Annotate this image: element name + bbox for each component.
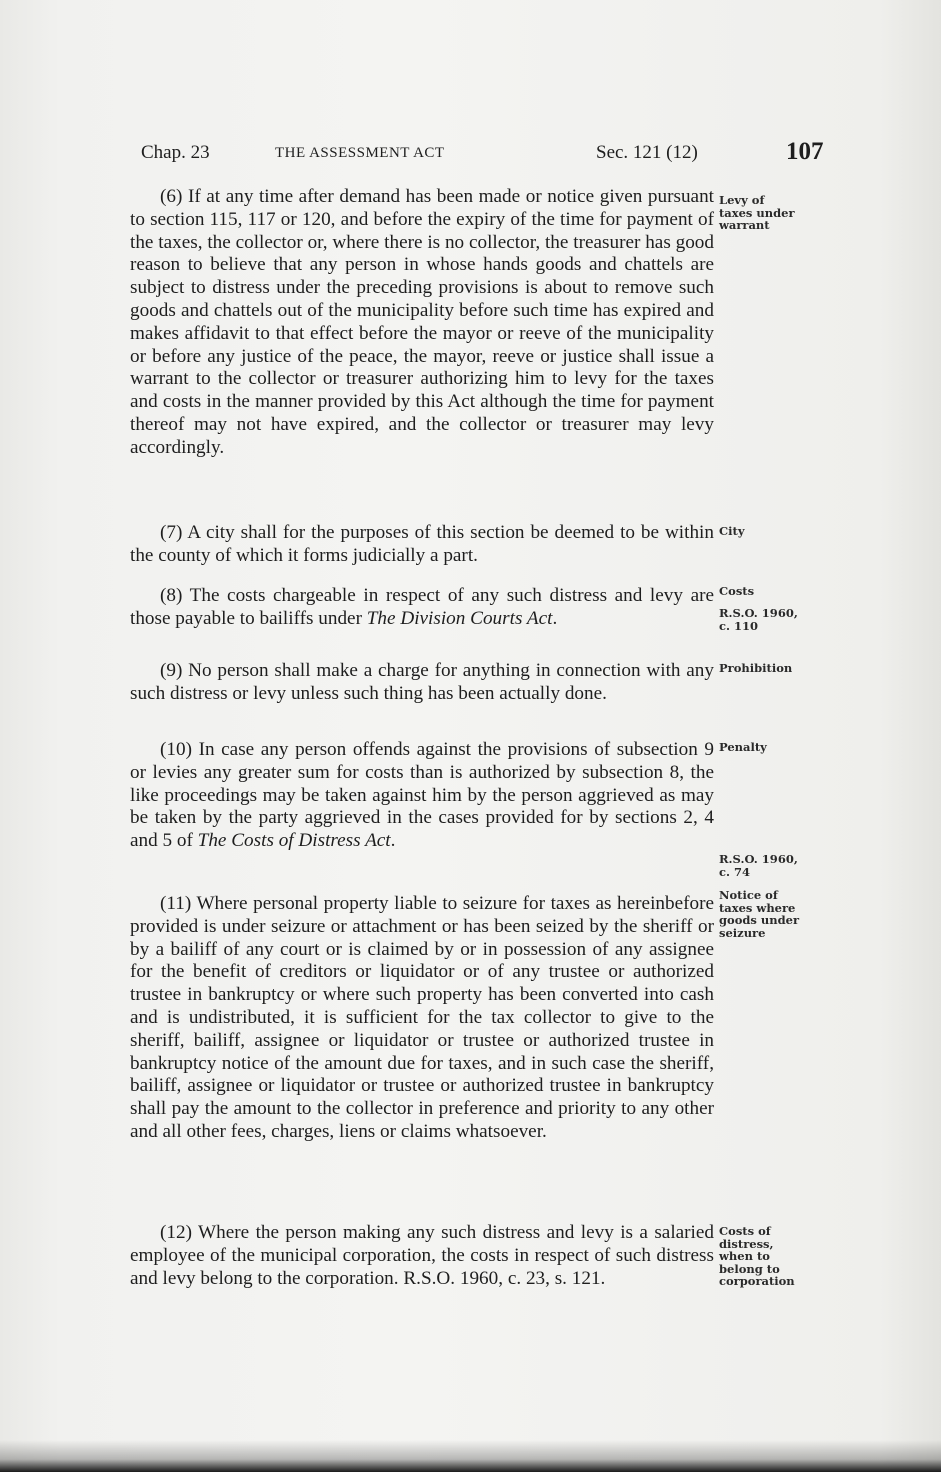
paragraph-9: (9) No person shall make a charge for anything in connection with any such distress or levy unless such thing has been actually done. [130,660,714,704]
margin-note-city: City [719,524,745,538]
act-title: THE ASSESSMENT ACT [275,145,445,161]
margin-note-penalty: Penalty [719,740,767,754]
paragraph-8-end: . [552,607,558,629]
margin-note-rso-110: R.S.O. 1960, c. 110 [719,606,798,633]
chapter-label: Chap. 23 [141,142,210,163]
paragraph-8-act-name: The Division Courts Act [366,607,553,629]
paragraph-11: (11) Where personal property liable to seizure for taxes as hereinbefore provided is under seizure or attachment or has been seized by the sheriff or by a bailiff of any court or is claimed by or in possession of any assignee for the benefit of creditors or liquidator or of any trustee or authorized trustee in bankruptcy or where such property has been converted into cash and is undistributed, it is sufficient for the tax collector to give to the sheriff, bailiff, assignee or liquidator or trustee or authorized trustee in bankruptcy notice of the amount due for taxes, and in such case the sheriff, bailiff, assignee or liquidator or trustee or authorized trustee in bankruptcy shall pay the amount to the collector in preference and priority to any other and all other fees, charges, liens or claims whatsoever. [130,893,714,1142]
paragraph-10-text: (10) In case any person offends against the provisions of subsection 9 or levies any greater sum for costs than is authorized by subsection 8, the like proceedings may be taken against him by the person aggrieved as may be taken by the party aggrieved in the cases provided for by sections 2, 4 and 5 of [130,739,714,852]
margin-note-levy: Levy of taxes under warrant [719,193,795,232]
margin-note-costs-corporation: Costs of distress, when to belong to corporation [719,1224,795,1288]
margin-note-costs: Costs [719,584,755,598]
paragraph-6: (6) If at any time after demand has been made or notice given pursuant to section 115, 117 or 120, and before the expiry of the time for payment of the taxes, the collector or, where there is no collector, the treasurer has good reason to believe that any person in whose hands goods and chattels are subject to distress under the preceding provisions is about to remove such goods and chattels out of the municipality before such time has expired and makes affidavit to that effect before the mayor or reeve of the municipality or before any justice of the peace, the mayor, reeve or justice shall issue a warrant to the collector or treasurer authorizing him to levy for the taxes and costs in the manner provided by this Act although the time for payment thereof may not have expired, and the collector or treasurer may levy accordingly. [130,186,714,458]
margin-note-notice: Notice of taxes where goods under seizure [719,888,800,940]
paragraph-10-act-name: The Costs of Distress Act [197,830,391,852]
paragraph-10 [130,739,714,853]
paragraph-7: (7) A city shall for the purposes of this section be deemed to be within the county of which it forms judicially a part. [130,522,714,566]
section-label: Sec. 121 (12) [596,142,698,163]
page-number: 107 [786,138,824,165]
margin-note-prohibition: Prohibition [719,661,793,675]
paragraph-8-text: (8) The costs chargeable in respect of any such distress and levy are those payable to bailiffs under [130,585,714,629]
paragraph-12: (12) Where the person making any such distress and levy is a salaried employee of the municipal corporation, the costs in respect of such distress and levy belong to the corporation. R.S.O. 1960, c. 23, s. 121. [130,1222,714,1289]
paragraph-8 [130,585,714,631]
paragraph-10-end: . [390,830,396,852]
scan-bottom-edge [0,1440,941,1472]
margin-note-rso-74: R.S.O. 1960, c. 74 [719,852,798,879]
running-head [0,140,941,170]
